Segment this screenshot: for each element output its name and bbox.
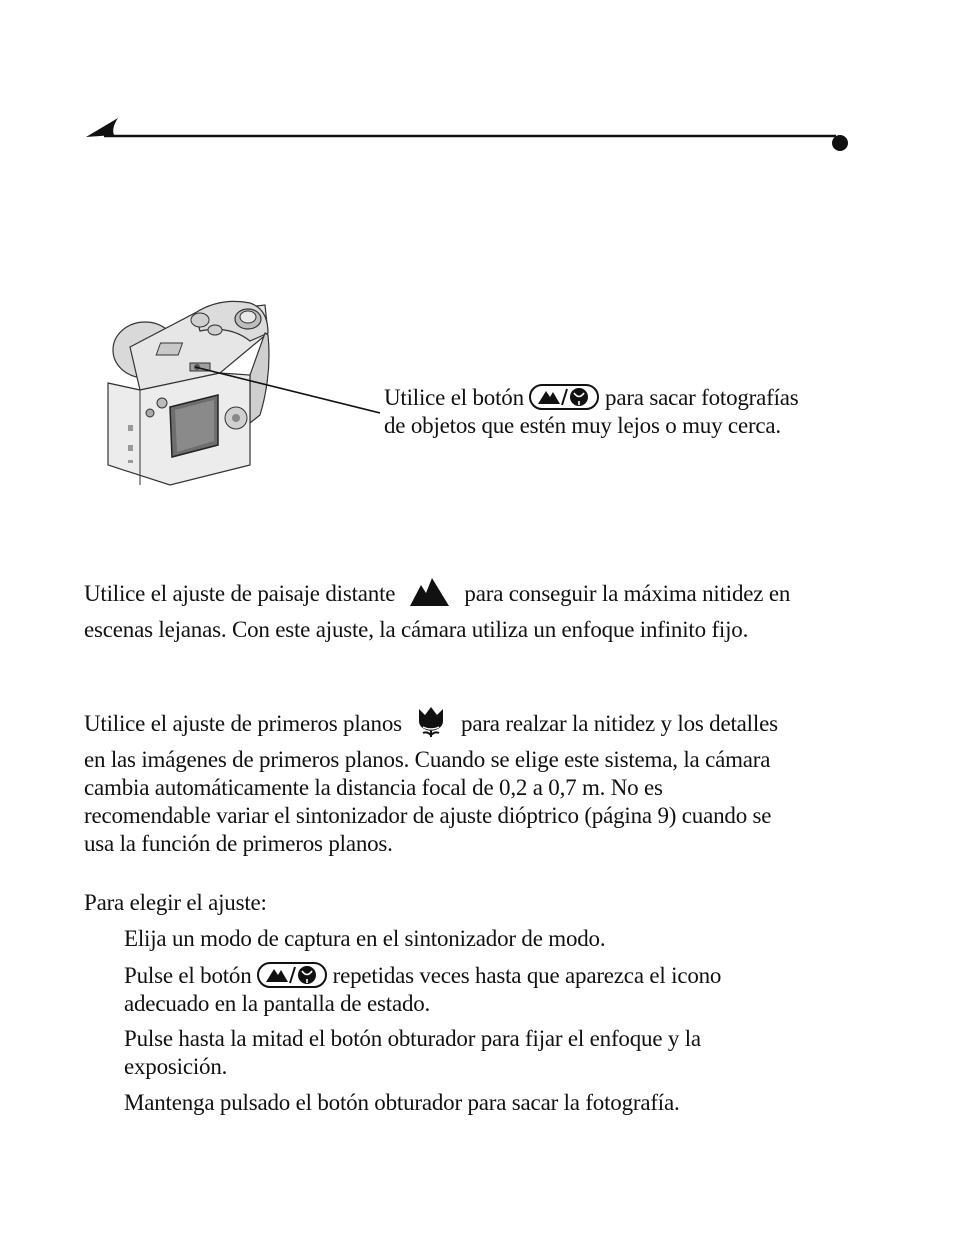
header-arrow-icon — [86, 118, 118, 137]
landscape-macro-button-icon-step — [257, 961, 327, 989]
header-dot-icon — [832, 135, 848, 151]
step-3-text-line2: exposición. — [124, 1054, 228, 1079]
landscape-text-after: para conseguir la máxima nitidez en — [464, 581, 791, 606]
callout-text — [384, 383, 854, 440]
header-rule-graphic — [84, 112, 854, 158]
step-1-text: Elija un modo de captura en el sintonizador de modo. — [124, 926, 606, 951]
step-2-text-after: repetidas veces hasta que aparezca el icono — [332, 963, 722, 988]
step-2-text-line2: adecuado en la pantalla de estado. — [124, 991, 431, 1016]
camera-illustration — [100, 295, 380, 490]
landscape-icon — [407, 573, 453, 616]
procedure-step-1 — [124, 925, 824, 953]
closeup-text-after: para realzar la nitidez y los detalles — [461, 711, 778, 736]
closeup-line-3: recomendable variar el sintonizador de ajuste dióptrico (página 9) cuando se — [84, 803, 772, 828]
landscape-macro-button-icon — [529, 383, 599, 411]
step-3-text-line1: Pulse hasta la mitad el botón obturador para fijar el enfoque y la — [124, 1026, 701, 1051]
procedure-step-4 — [124, 1089, 824, 1117]
closeup-line-2: cambia automáticamente la distancia focal de 0,2 a 0,7 m. No es — [84, 775, 663, 800]
step-4-text: Mantenga pulsado el botón obturador para sacar la fotografía. — [124, 1090, 680, 1115]
procedure-intro: Para elegir el ajuste: — [84, 890, 267, 915]
closeup-text-before: Utilice el ajuste de primeros planos — [84, 711, 402, 736]
callout-text-after: para sacar fotografías — [605, 385, 799, 410]
closeup-line-4: usa la función de primeros planos. — [84, 831, 393, 856]
macro-flower-icon — [413, 703, 449, 746]
header-rule — [84, 112, 854, 158]
callout-text-line2: de objetos que estén muy lejos o muy cerca. — [384, 413, 781, 438]
landscape-text-before: Utilice el ajuste de paisaje distante — [84, 581, 396, 606]
step-2-text-before: Pulse el botón — [124, 963, 252, 988]
procedure-step-3 — [124, 1025, 824, 1081]
closeup-line-1: en las imágenes de primeros planos. Cuando se elige este sistema, la cámara — [84, 747, 771, 772]
landscape-text-line2: escenas lejanas. Con este ajuste, la cámara utiliza un enfoque infinito fijo. — [84, 617, 749, 642]
landscape-paragraph — [84, 573, 864, 644]
callout-text-before: Utilice el botón — [384, 385, 524, 410]
closeup-paragraph — [84, 703, 864, 858]
procedure-step-2 — [124, 961, 824, 1018]
